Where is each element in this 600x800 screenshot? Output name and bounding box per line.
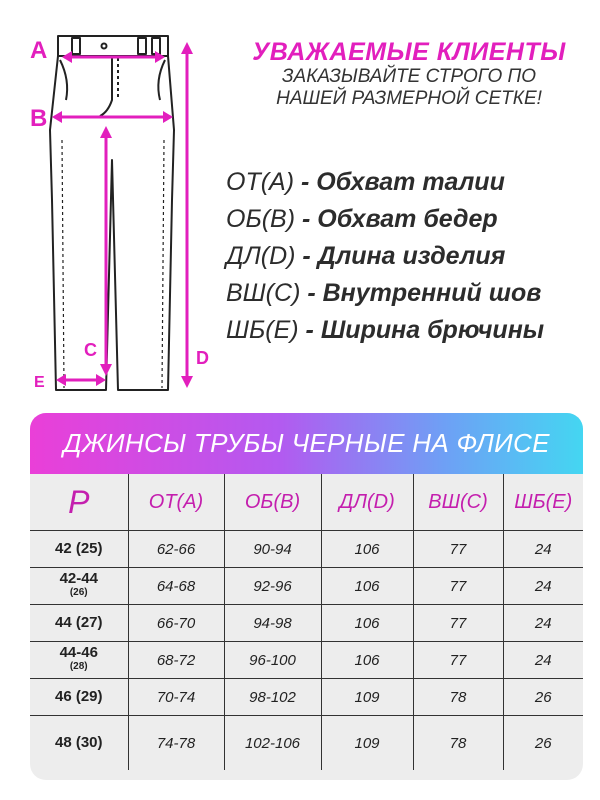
notice-title: УВАЖАЕМЫЕ КЛИЕНТЫ <box>252 38 566 66</box>
cell-inseam: 78 <box>413 679 503 716</box>
cell-size: 42-44 (26) <box>30 568 128 605</box>
cell-waist: 62-66 <box>128 531 224 568</box>
cell-leg-width: 26 <box>503 716 583 771</box>
table-row <box>30 568 583 605</box>
cell-waist: 66-70 <box>128 605 224 642</box>
cell-leg-width: 24 <box>503 605 583 642</box>
measurement-legend <box>226 164 596 349</box>
cell-leg-width: 24 <box>503 568 583 605</box>
legend-item: ВШ(C) - Внутренний шов <box>226 279 542 307</box>
legend-item: ОБ(B) - Обхват бедер <box>226 205 498 233</box>
header-hip: ОБ(В) <box>224 474 321 531</box>
cell-leg-width: 24 <box>503 531 583 568</box>
cell-hip: 98-102 <box>224 679 321 716</box>
cell-length: 106 <box>321 531 413 568</box>
table-row <box>30 716 583 771</box>
label-b: B <box>30 105 48 132</box>
notice-heading <box>232 38 586 110</box>
cell-size: 44-46 (28) <box>30 642 128 679</box>
cell-waist: 64-68 <box>128 568 224 605</box>
table-row <box>30 642 583 679</box>
header-waist: ОТ(А) <box>128 474 224 531</box>
table-row <box>30 605 583 642</box>
cell-size: 44 (27) <box>30 605 128 642</box>
cell-hip: 90-94 <box>224 531 321 568</box>
notice-line-1: ЗАКАЗЫВАЙТЕ СТРОГО ПО <box>281 66 537 87</box>
table-header-row <box>30 474 583 531</box>
cell-length: 106 <box>321 568 413 605</box>
size-table-card <box>30 413 583 780</box>
cell-length: 109 <box>321 716 413 771</box>
cell-length: 106 <box>321 642 413 679</box>
cell-length: 109 <box>321 679 413 716</box>
cell-waist: 74-78 <box>128 716 224 771</box>
cell-leg-width: 24 <box>503 642 583 679</box>
cell-inseam: 78 <box>413 716 503 771</box>
cell-inseam: 77 <box>413 642 503 679</box>
cell-size: 42 (25) <box>30 531 128 568</box>
legend-item: ШБ(E) - Ширина брючины <box>226 316 545 344</box>
cell-inseam: 77 <box>413 605 503 642</box>
cell-inseam: 77 <box>413 568 503 605</box>
header-size: Р <box>30 474 128 531</box>
label-d: D <box>196 348 209 368</box>
header-leg-width: ШБ(Е) <box>503 474 583 531</box>
legend-item: ОТ(A) - Обхват талии <box>226 168 505 196</box>
table-title: ДЖИНСЫ ТРУБЫ ЧЕРНЫЕ НА ФЛИСЕ <box>30 413 583 474</box>
cell-hip: 102-106 <box>224 716 321 771</box>
size-table <box>30 474 583 770</box>
cell-hip: 96-100 <box>224 642 321 679</box>
label-a: A <box>30 37 48 64</box>
header-inseam: ВШ(С) <box>413 474 503 531</box>
cell-length: 106 <box>321 605 413 642</box>
cell-size: 48 (30) <box>30 716 128 771</box>
notice-line-2: НАШЕЙ РАЗМЕРНОЙ СЕТКЕ! <box>276 88 542 109</box>
cell-size: 46 (29) <box>30 679 128 716</box>
legend-item: ДЛ(D) - Длина изделия <box>226 242 506 270</box>
cell-waist: 68-72 <box>128 642 224 679</box>
pants-outline <box>50 56 174 390</box>
cell-hip: 92-96 <box>224 568 321 605</box>
table-row <box>30 531 583 568</box>
table-row <box>30 679 583 716</box>
cell-leg-width: 26 <box>503 679 583 716</box>
cell-waist: 70-74 <box>128 679 224 716</box>
label-e: E <box>34 374 45 391</box>
label-c: C <box>84 340 97 360</box>
cell-inseam: 77 <box>413 531 503 568</box>
header-length: ДЛ(D) <box>321 474 413 531</box>
cell-hip: 94-98 <box>224 605 321 642</box>
pants-diagram <box>0 0 230 400</box>
